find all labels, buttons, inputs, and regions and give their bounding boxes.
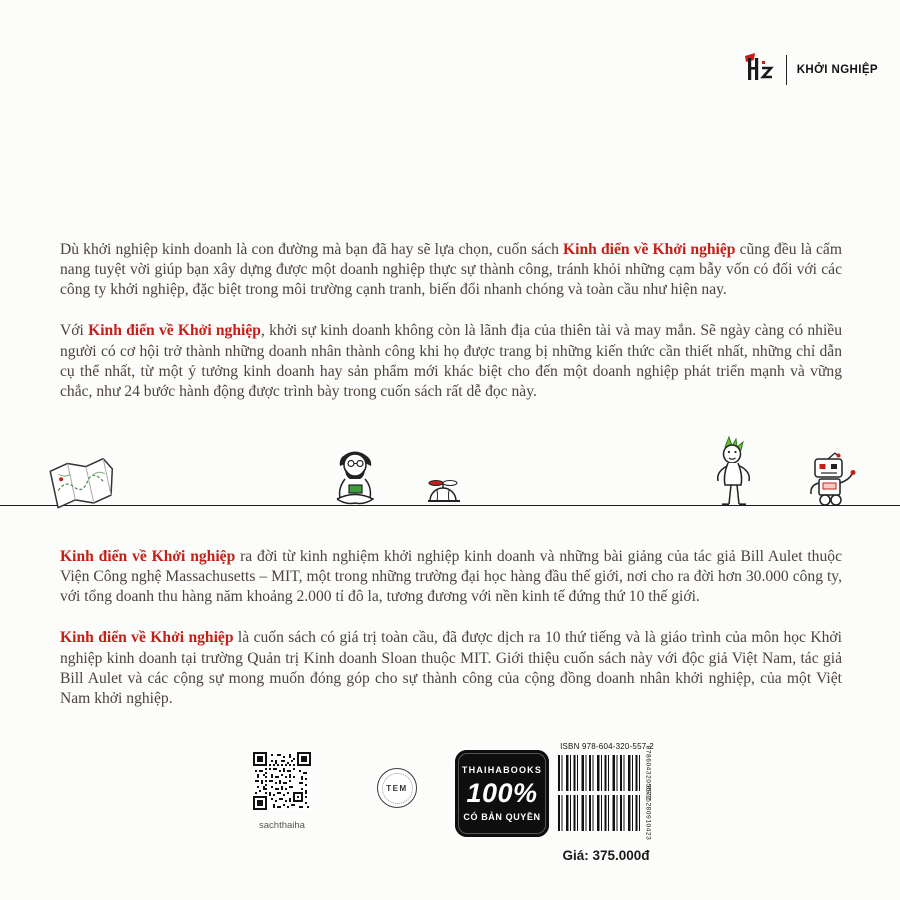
isbn-label: ISBN 978-604-320-557-2: [560, 742, 654, 751]
quality-badge-percent: 100%: [466, 778, 538, 808]
doodle-punk-guy-icon: [700, 436, 758, 511]
barcode-bars: [558, 795, 640, 831]
paragraph-2: [60, 321, 842, 402]
brand-divider: [786, 55, 787, 85]
book-title-highlight: Kinh điển về Khởi nghiệp: [88, 322, 261, 340]
quality-badge-brand: THAIHABOOKS: [461, 765, 543, 775]
doodle-robot-icon: [798, 451, 862, 511]
barcode-bottom-number: 8935280910423: [644, 785, 652, 841]
publisher-brand: [742, 50, 878, 89]
barcode-bars: [558, 755, 640, 791]
book-title-highlight: Kinh điển về Khởi nghiệp: [563, 240, 736, 258]
doodle-sitting-man-icon: [324, 447, 386, 511]
quality-badge-caption: CÓ BẢN QUYỀN: [463, 812, 541, 822]
book-title-highlight: Kinh điển về Khởi nghiệp: [60, 629, 234, 647]
brand-label: KHỞI NGHIỆP: [796, 63, 878, 76]
book-title-highlight: Kinh điển về Khởi nghiệp: [60, 547, 236, 565]
barcode-top-number: 9786043205572: [644, 745, 652, 801]
qr-caption: sachthaiha: [259, 820, 305, 831]
paragraph-text: cũng đều là cẩm nang tuyệt vời giúp bạn xây dựng được một doanh nghiệp thực sự thành công, tránh khỏi những cạm bẫy vốn có đối với các công ty khởi nghiệp, đặc biệt trong môi trường cạnh tranh, biến đổi nhanh chóng và toàn cầu như hiện nay.: [60, 240, 842, 299]
lower-copy: [60, 531, 842, 725]
doodle-map-icon: [45, 454, 121, 518]
barcode-block: [556, 742, 658, 841]
price-label: Giá: 375.000đ: [562, 848, 650, 863]
paragraph-text: ra đời từ kinh nghiệm khởi nghiệp kinh doanh và những bài giảng của tác giả Bill Aulet thuộc Viện Công nghệ Massachusetts – MIT, một trong những trường đại học hàng đầu thế giới, nơi cho ra đời hơn 30.000 công ty, với tổng doanh thu hàng năm khoảng 2.000 tỉ đô la, tương đương với nền kinh tế đứng thứ 10 thế giới.: [60, 547, 842, 606]
paragraph-text: Với: [60, 322, 89, 340]
barcode-bottom: [556, 785, 658, 841]
doodle-propeller-cap-icon: [424, 477, 462, 511]
tem-stamp: [377, 768, 417, 808]
paragraph-3: [60, 547, 842, 608]
upper-copy: [60, 224, 842, 418]
quality-badge: [455, 750, 549, 837]
qr-code: [253, 752, 311, 810]
paragraph-text: là cuốn sách có giá trị toàn cầu, đã được dịch ra 10 thứ tiếng và là giáo trình của môn học Khởi nghiệp kinh doanh tại trường Quản trị Kinh doanh Sloan thuộc MIT. Giới thiệu cuốn sách này với độc giả Việt Nam, tác giả Bill Aulet và các cộng sự mong muốn đóng góp cho sự thành công của cộng đồng doanh nhân khởi nghiệp, của một Việt Nam khởi nghiệp.: [60, 629, 843, 708]
publisher-logo-icon: [742, 50, 776, 89]
tem-stamp-label: TEM: [382, 773, 413, 804]
paragraph-4: [60, 628, 842, 709]
paragraph-text: Dù khởi nghiệp kinh doanh là con đường mà bạn đã hay sẽ lựa chọn, cuốn sách: [60, 240, 564, 258]
paragraph-text: , khởi sự kinh doanh không còn là lãnh địa của thiên tài và may mắn. Sẽ ngày càng có nhiều người có cơ hội trở thành những doanh nhân thành công khi họ được trang bị những kiến thức cần thiết nhất, những chỉ dẫn cụ thể nhất, từ một ý tưởng kinh doanh hay sản phẩm mới khác biệt cho đến một doanh nghiệp phát triển mạnh và vững chắc, như 24 bước hành động được trình bày trong cuốn sách rất dễ đọc này.: [60, 322, 842, 401]
paragraph-1: [60, 240, 842, 301]
